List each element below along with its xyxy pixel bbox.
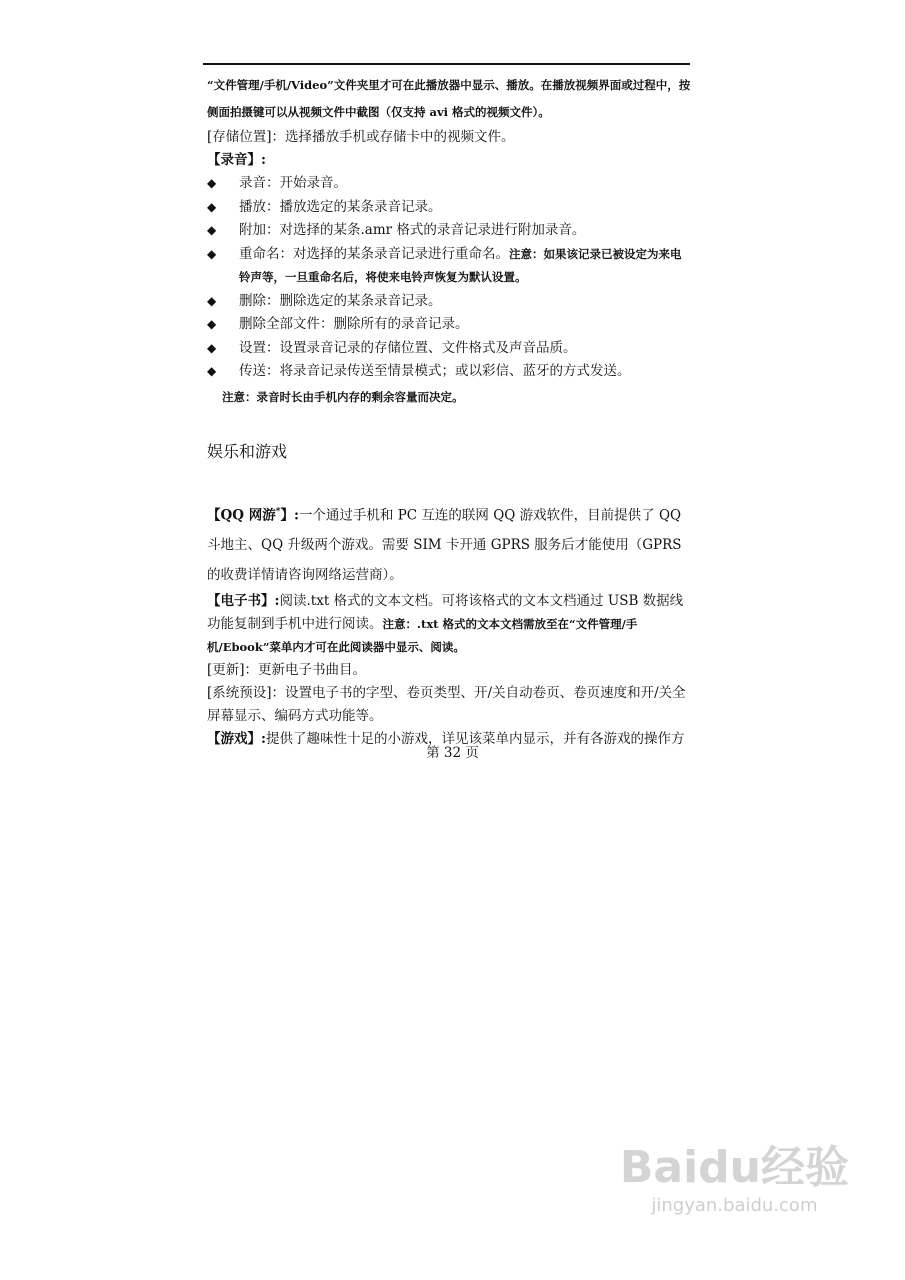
ebook-paragraph [207, 590, 691, 659]
list-item [207, 196, 691, 220]
record-duration-note: 注意：录音时长由手机内存的剩余容量而决定。 [222, 389, 464, 404]
footnote-marker: * [275, 506, 281, 517]
system-preset-line: [系统预设]：设置电子书的字型、卷页类型、开/关自动卷页、卷页速度和开/关全屏幕显示、编码方式功能等。 [207, 685, 686, 724]
section-title: 娱乐和游戏 [207, 441, 288, 461]
games-label: 【游戏】: [207, 731, 266, 747]
update-line: [更新]：更新电子书曲目。 [207, 662, 367, 678]
page-content [207, 72, 691, 751]
list-item-text: 删除全部文件：删除所有的录音记录。 [239, 316, 469, 332]
qq-games-label: 【QQ 网游 [207, 507, 276, 523]
qq-games-label-end: 】: [280, 507, 299, 523]
list-item-text: 设置：设置录音记录的存储位置、文件格式及声音品质。 [239, 339, 577, 356]
diamond-bullet-icon: ◆ [207, 317, 217, 331]
ebook-label: 【电子书】: [207, 593, 280, 609]
list-item-text: 传送：将录音记录传送至情景模式；或以彩信、蓝牙的方式发送。 [239, 363, 631, 379]
list-item-text: 删除：删除选定的某条录音记录。 [239, 292, 442, 309]
qq-games-text: 一个通过手机和 PC 互连的联网 QQ 游戏软件，目前提供了 QQ 斗地主、QQ 升级两个游戏。需要 SIM 卡开通 GPRS 服务后才能使用（GPRS 的收费详情请咨询网络运营商）。 [207, 507, 682, 583]
list-item [207, 360, 691, 384]
ebook-text: 阅读.txt 格式的文本文档。可将该格式的文本文档通过 USB 数据线功能复制到手机中进行阅读。 [207, 593, 684, 632]
video-note-line-2: 侧面拍摄键可以从视频文件中截图（仅支持 avi 格式的视频文件）。 [207, 105, 550, 119]
baidu-logo: Baidu经验 [619, 1142, 849, 1193]
list-item [207, 313, 691, 337]
diamond-bullet-icon: ◆ [207, 364, 217, 378]
record-heading: 【录音】: [207, 152, 266, 168]
diamond-bullet-icon: ◆ [207, 293, 217, 308]
list-item-text: 播放：播放选定的某条录音记录。 [239, 198, 442, 215]
diamond-bullet-icon: ◆ [207, 199, 217, 214]
baidu-watermark [619, 1142, 849, 1216]
ebook-note: 注意：.txt 格式的文本文档需放至在“文件管理/手机/Ebook”菜单内才可在此阅读器中显示、阅读。 [207, 617, 638, 654]
rename-note: 注意：如果该记录已被设定为来电铃声等，一旦重命名后，将使来电铃声恢复为默认设置。 [239, 246, 682, 284]
diamond-bullet-icon: ◆ [207, 223, 217, 237]
record-options-list [207, 172, 691, 384]
list-item [207, 219, 691, 243]
storage-location-line: [存储位置]：选择播放手机或存储卡中的视频文件。 [207, 129, 515, 145]
page-number: 第 32 页 [426, 745, 479, 761]
watermark-url: jingyan.baidu.com [651, 1195, 818, 1216]
qq-games-paragraph [207, 497, 691, 591]
list-item [207, 243, 691, 290]
games-text: 提供了趣味性十足的小游戏，详见该菜单内显示，并有各游戏的操作方 [265, 731, 685, 747]
diamond-bullet-icon: ◆ [207, 246, 217, 261]
list-item-text: 重命名：对选择的某条录音记录进行重命名。 [239, 245, 509, 262]
list-item [207, 290, 691, 314]
list-item [207, 172, 691, 196]
video-note-line-1: “文件管理/手机/Video”文件夹里才可在此播放器中显示、播放。在播放视频界面或过程中，按 [207, 78, 691, 92]
diamond-bullet-icon: ◆ [207, 176, 217, 190]
diamond-bullet-icon: ◆ [207, 340, 217, 355]
list-item-text: 附加：对选择的某条.amr 格式的录音记录进行附加录音。 [239, 222, 586, 238]
list-item-text: 录音：开始录音。 [239, 175, 347, 191]
header-rule [203, 63, 690, 65]
list-item [207, 337, 691, 361]
